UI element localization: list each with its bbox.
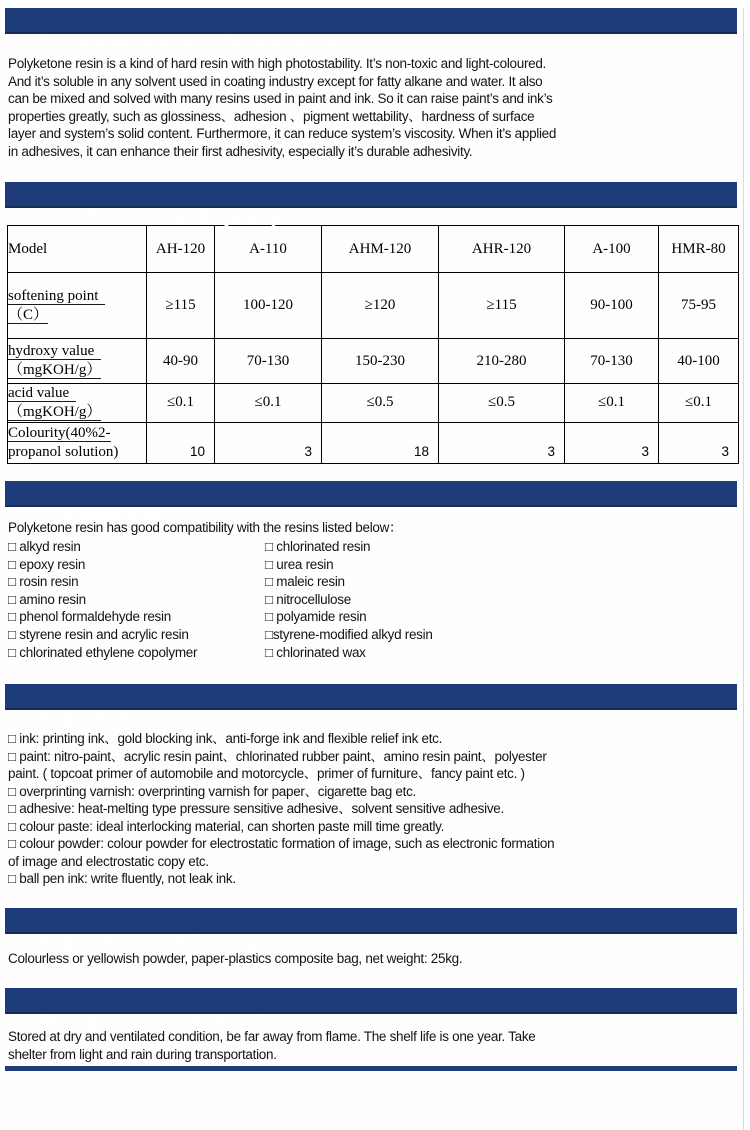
section-header-products [5, 182, 737, 227]
table-cell: ≤0.5 [439, 384, 565, 423]
table-cell: 100-120 [215, 273, 322, 339]
page [0, 8, 744, 1130]
row-label-line2: propanol solution) [8, 443, 119, 460]
application-item: □ colour powder: colour powder for electrostatic formation of image, such as electronic formation of image and electrostatic copy etc. [8, 836, 555, 869]
table-row [8, 422, 739, 463]
application-item: □ paint: nitro-paint、acrylic resin paint、chlorinated rubber paint、amino resin paint、polyester paint. ( topcoat primer of automobile and motorcycle、primer of furniture、fancy paint etc. ) [8, 748, 547, 782]
table-cell: ≥120 [322, 273, 439, 339]
row-label-line2: （C） [8, 306, 49, 323]
table-cell: 70-130 [215, 339, 322, 384]
table-cell: ≤0.5 [322, 384, 439, 423]
table-cell: 40-100 [659, 339, 739, 384]
compat-checkbox-item: □ phenol formaldehyde resin [8, 609, 171, 625]
table-cell: 3 [439, 422, 565, 463]
table-cell: ≤0.1 [215, 384, 322, 423]
compat-checkbox-item: □ nitrocellulose [265, 591, 351, 607]
section-title-appearance: Appearance and Package [36, 931, 271, 953]
application-item: □ overprinting varnish: overprinting varnish for paper、cigarette bag etc. [8, 783, 416, 799]
application-item: □ ball pen ink: write fluently, not leak ink. [8, 871, 236, 887]
row-label-line2: （mgKOH/g） [8, 403, 102, 420]
table-cell: 3 [565, 422, 659, 463]
compat-checkbox-item: □ urea resin [265, 556, 334, 572]
section-title-products: Main Products and Quality: [36, 206, 289, 227]
table-header-cell: Model [8, 226, 147, 273]
bottom-bar [5, 1066, 737, 1071]
storage-text: Stored at dry and ventilated condition, be far away from flame. The shelf life is one year. Take shelter from light and rain during transportation. [8, 1029, 536, 1062]
section-header-characteristics [5, 8, 737, 53]
section-title-storage: Storage and transportation [36, 1012, 286, 1034]
section-header-appearance [5, 908, 737, 953]
table-cell: ≥115 [147, 273, 215, 339]
page-title: Polyketone Resin Charateristics [36, 32, 339, 53]
table-row [8, 384, 739, 423]
application-item: □ adhesive: heat-melting type pressure sensitive adhesive、solvent sensitive adhesive. [8, 801, 504, 817]
table-header-cell: HMR-80 [659, 226, 739, 273]
table-header-cell: A-110 [215, 226, 322, 273]
compat-checkbox-item: □ chlorinated resin [265, 539, 371, 554]
compatibility-list [8, 538, 743, 661]
compat-checkbox-item: □ amino resin [8, 591, 86, 607]
section-header-application [5, 684, 737, 730]
table-cell: ≥115 [439, 273, 565, 339]
table-cell: 210-280 [439, 339, 565, 384]
table-cell: 18 [322, 422, 439, 463]
row-label-cell [8, 339, 147, 384]
compat-checkbox-item: □ styrene resin and acrylic resin [8, 626, 189, 642]
table-header-cell: AHR-120 [439, 226, 565, 273]
compat-checkbox-item: □ chlorinated wax [265, 644, 366, 660]
compat-checkbox-item: □ maleic resin [265, 574, 345, 590]
compat-checkbox-item: □ alkyd resin [8, 539, 81, 554]
application-list [8, 730, 564, 888]
compat-checkbox-item: □ polyamide resin [265, 609, 367, 625]
table-cell: ≤0.1 [147, 384, 215, 423]
row-label-line1: Colourity(40%2- [8, 424, 111, 441]
compatibility-column-left [8, 538, 265, 661]
table-cell: ≤0.1 [565, 384, 659, 423]
row-label-cell [8, 384, 147, 423]
application-item: □ colour paste: ideal interlocking material, can shorten paste mill time greatly. [8, 818, 445, 834]
table-cell: 90-100 [565, 273, 659, 339]
table-header-cell: AHM-120 [322, 226, 439, 273]
table-header-cell: AH-120 [147, 226, 215, 273]
table-cell: 150-230 [322, 339, 439, 384]
compat-checkbox-item: □ rosin resin [8, 574, 79, 590]
table-cell: 10 [147, 422, 215, 463]
section-title-application: Application: [36, 708, 149, 730]
compatibility-lead: Polyketone resin has good compatibility with the resins listed below： [8, 519, 403, 535]
compat-checkbox-item: □ chlorinated ethylene copolymer [8, 644, 198, 660]
row-label-line1: softening point [8, 288, 105, 305]
products-table [7, 225, 739, 464]
table-row [8, 273, 739, 339]
table-cell: 70-130 [565, 339, 659, 384]
appearance-text: Colourless or yellowish powder, paper-plastics composite bag, net weight: 25kg. [8, 950, 463, 966]
table-cell: 40-90 [147, 339, 215, 384]
row-label-cell [8, 422, 147, 463]
compatibility-column-right [265, 538, 585, 661]
row-label-line1: acid value [8, 385, 76, 402]
section-header-storage [5, 988, 737, 1034]
intro-paragraph: Polyketone resin is a kind of hard resin with high photostability. It’s non-toxic and light-coloured. And it’s soluble in any solvent used in coating industry except for fatty alkane and water. It also can be mixed and solved with many resins used in paint and ink. So it can raise paint’s and ink’s properties greatly, such as glossiness、adhesion 、pigment wettability、hardness of surface layer and system’s solid content. Furthermore, it can reduce system’s viscosity. When it’s applied in adhesives, it can enhance their first adhesivity, especially it’s durable adhesivity. [8, 56, 557, 159]
table-header-cell: A-100 [565, 226, 659, 273]
section-header-compatibility [5, 481, 737, 526]
compat-checkbox-item: □styrene-modified alkyd resin [265, 626, 433, 642]
table-cell: 3 [659, 422, 739, 463]
table-cell: ≤0.1 [659, 384, 739, 423]
row-label-line1: hydroxy value [8, 343, 101, 360]
table-row [8, 339, 739, 384]
table-cell: 75-95 [659, 273, 739, 339]
row-label-line2: （mgKOH/g） [8, 362, 102, 378]
application-item: □ ink: printing ink、gold blocking ink、anti-forge ink and flexible relief ink etc. [8, 731, 443, 747]
row-label-cell [8, 273, 147, 339]
table-cell: 3 [215, 422, 322, 463]
compat-checkbox-item: □ epoxy resin [8, 556, 86, 572]
table-header-row [8, 226, 739, 273]
section-title-compatibility: Compatibility [36, 504, 160, 526]
